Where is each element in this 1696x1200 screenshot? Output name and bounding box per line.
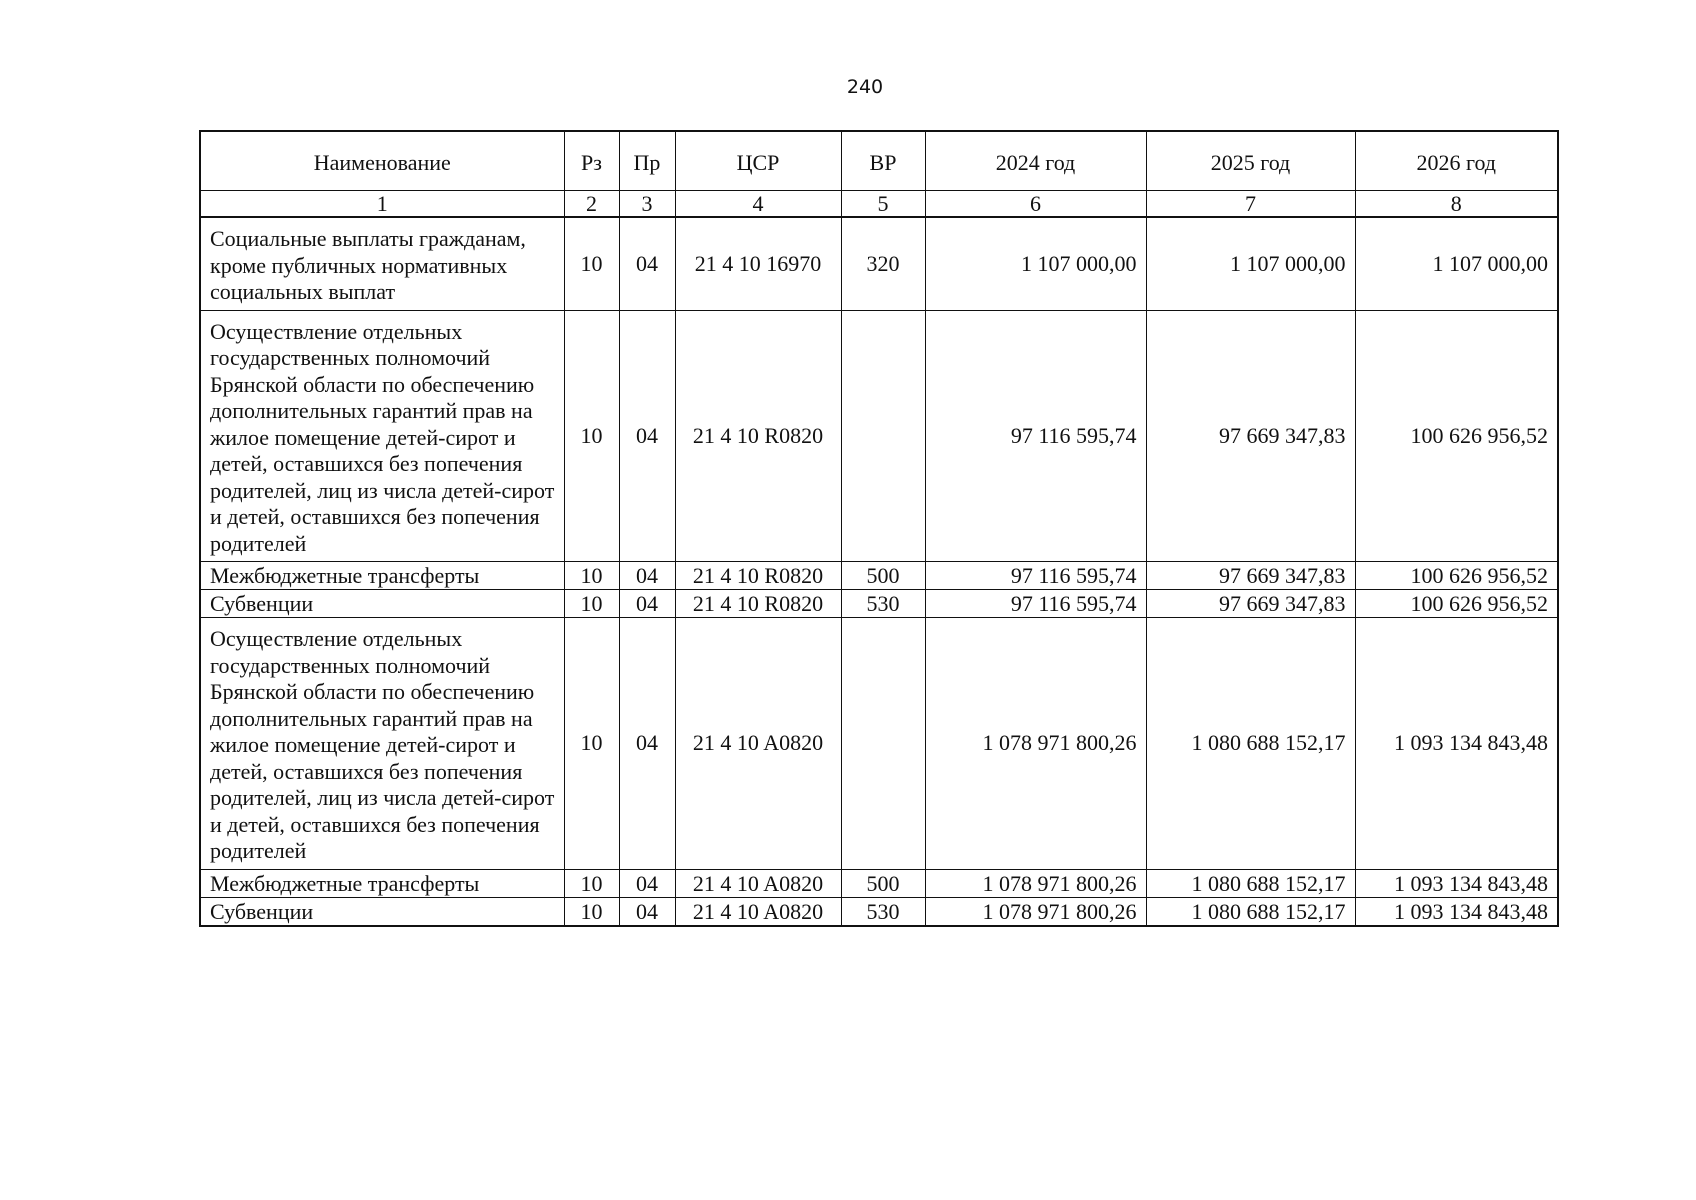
row-2025: 1 080 688 152,17 [1146,869,1355,897]
row-rz: 10 [564,869,619,897]
budget-table [199,130,1559,927]
row-name: Субвенции [200,590,564,618]
row-vr: 500 [841,562,925,590]
table-row [200,590,1558,618]
row-vr [841,618,925,870]
page-number: 240 [846,76,884,98]
row-2024: 1 107 000,00 [925,217,1146,310]
row-pr: 04 [619,869,675,897]
row-pr: 04 [619,897,675,926]
row-2024: 1 078 971 800,26 [925,869,1146,897]
column-number: 8 [1355,191,1558,218]
table-row [200,310,1558,562]
row-2026: 1 093 134 843,48 [1355,618,1558,870]
row-2025: 97 669 347,83 [1146,590,1355,618]
row-2026: 100 626 956,52 [1355,590,1558,618]
header-vr: ВР [841,131,925,191]
row-csr: 21 4 10 R0820 [675,310,841,562]
row-2025: 1 080 688 152,17 [1146,618,1355,870]
row-pr: 04 [619,562,675,590]
row-2026: 1 107 000,00 [1355,217,1558,310]
row-2026: 1 093 134 843,48 [1355,897,1558,926]
table-row [200,217,1558,310]
row-pr: 04 [619,590,675,618]
column-number: 1 [200,191,564,218]
row-vr [841,310,925,562]
row-2026: 100 626 956,52 [1355,562,1558,590]
header-pr: Пр [619,131,675,191]
row-2024: 1 078 971 800,26 [925,618,1146,870]
row-csr: 21 4 10 R0820 [675,590,841,618]
row-vr: 530 [841,590,925,618]
header-2026: 2026 год [1355,131,1558,191]
column-number-row [200,191,1558,218]
column-number: 3 [619,191,675,218]
header-row [200,131,1558,191]
row-vr: 500 [841,869,925,897]
row-rz: 10 [564,618,619,870]
header-name: Наименование [200,131,564,191]
row-vr: 530 [841,897,925,926]
row-pr: 04 [619,217,675,310]
row-rz: 10 [564,217,619,310]
row-2025: 97 669 347,83 [1146,562,1355,590]
column-number: 4 [675,191,841,218]
table-row [200,618,1558,870]
row-csr: 21 4 10 A0820 [675,869,841,897]
row-2025: 1 080 688 152,17 [1146,897,1355,926]
row-csr: 21 4 10 16970 [675,217,841,310]
row-2026: 1 093 134 843,48 [1355,869,1558,897]
row-rz: 10 [564,897,619,926]
table-row [200,869,1558,897]
row-pr: 04 [619,310,675,562]
row-rz: 10 [564,310,619,562]
header-csr: ЦСР [675,131,841,191]
table-row [200,562,1558,590]
row-2026: 100 626 956,52 [1355,310,1558,562]
table-row [200,897,1558,926]
row-2024: 97 116 595,74 [925,310,1146,562]
header-2024: 2024 год [925,131,1146,191]
row-vr: 320 [841,217,925,310]
column-number: 2 [564,191,619,218]
row-name: Межбюджетные трансферты [200,869,564,897]
row-csr: 21 4 10 R0820 [675,562,841,590]
row-name: Осуществление отдельных государственных полномочий Брянской области по обеспечению дополнительных гарантий прав на жилое помещение детей-сирот и детей, оставшихся без попечения родителей, лиц из числа детей-сирот и детей, оставшихся без попечения родителей [200,618,564,870]
row-name: Социальные выплаты гражданам, кроме публичных нормативных социальных выплат [200,217,564,310]
row-csr: 21 4 10 A0820 [675,618,841,870]
row-name: Субвенции [200,897,564,926]
row-pr: 04 [619,618,675,870]
row-2024: 97 116 595,74 [925,590,1146,618]
row-rz: 10 [564,562,619,590]
header-rz: Рз [564,131,619,191]
row-2025: 97 669 347,83 [1146,310,1355,562]
row-2024: 1 078 971 800,26 [925,897,1146,926]
row-csr: 21 4 10 A0820 [675,897,841,926]
row-2024: 97 116 595,74 [925,562,1146,590]
column-number: 7 [1146,191,1355,218]
row-name: Осуществление отдельных государственных полномочий Брянской области по обеспечению дополнительных гарантий прав на жилое помещение детей-сирот и детей, оставшихся без попечения родителей, лиц из числа детей-сирот и детей, оставшихся без попечения родителей [200,310,564,562]
column-number: 6 [925,191,1146,218]
row-name: Межбюджетные трансферты [200,562,564,590]
row-rz: 10 [564,590,619,618]
column-number: 5 [841,191,925,218]
header-2025: 2025 год [1146,131,1355,191]
row-2025: 1 107 000,00 [1146,217,1355,310]
